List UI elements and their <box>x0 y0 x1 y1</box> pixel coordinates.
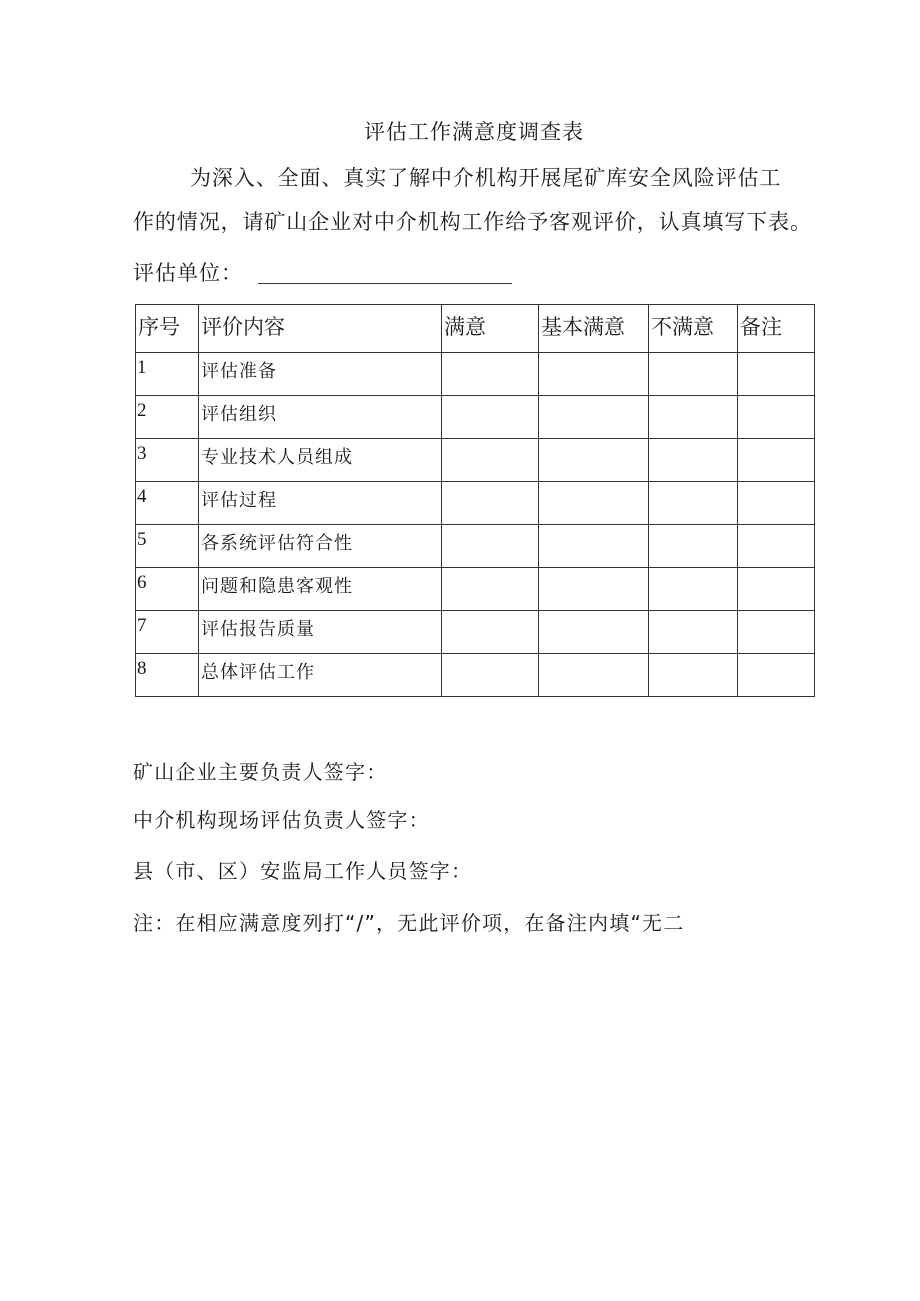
cell-basically-satisfied[interactable] <box>539 654 649 697</box>
cell-remarks[interactable] <box>738 439 815 482</box>
enterprise-signature-label: 矿山企业主要负责人签字： <box>133 760 388 784</box>
cell-basically-satisfied[interactable] <box>539 482 649 525</box>
cell-satisfied[interactable] <box>442 396 539 439</box>
cell-basically-satisfied[interactable] <box>539 568 649 611</box>
header-item: 评价内容 <box>199 305 442 353</box>
table-row <box>136 568 815 611</box>
table-row <box>136 611 815 654</box>
cell-remarks[interactable] <box>738 568 815 611</box>
cell-remarks[interactable] <box>738 654 815 697</box>
row-item: 评估组织 <box>199 396 442 439</box>
row-number: 2 <box>136 396 199 439</box>
cell-unsatisfied[interactable] <box>649 568 738 611</box>
table-row <box>136 525 815 568</box>
row-number: 8 <box>136 654 199 697</box>
table-row <box>136 654 815 697</box>
cell-remarks[interactable] <box>738 353 815 396</box>
unit-label: 评估单位： <box>133 261 243 285</box>
intro-line-2: 作的情况，请矿山企业对中介机构工作给予客观评价，认真填写下表。 <box>133 210 812 234</box>
cell-satisfied[interactable] <box>442 568 539 611</box>
cell-basically-satisfied[interactable] <box>539 396 649 439</box>
header-unsatisfied: 不满意 <box>649 305 738 353</box>
header-no: 序号 <box>136 305 199 353</box>
intro-line-1: 为深入、全面、真实了解中介机构开展尾矿库安全风险评估工 <box>190 166 782 190</box>
table-row <box>136 353 815 396</box>
table-row <box>136 396 815 439</box>
cell-basically-satisfied[interactable] <box>539 353 649 396</box>
header-basically-satisfied: 基本满意 <box>539 305 649 353</box>
row-number: 1 <box>136 353 199 396</box>
cell-unsatisfied[interactable] <box>649 654 738 697</box>
row-item: 总体评估工作 <box>199 654 442 697</box>
county-signature-label: 县（市、区）安监局工作人员签字： <box>133 859 473 883</box>
cell-remarks[interactable] <box>738 396 815 439</box>
table-row <box>136 482 815 525</box>
cell-basically-satisfied[interactable] <box>539 439 649 482</box>
survey-table <box>135 304 815 697</box>
table-row <box>136 439 815 482</box>
agency-signature-label: 中介机构现场评估负责人签字： <box>133 808 430 832</box>
cell-unsatisfied[interactable] <box>649 525 738 568</box>
cell-basically-satisfied[interactable] <box>539 525 649 568</box>
cell-satisfied[interactable] <box>442 439 539 482</box>
header-satisfied: 满意 <box>442 305 539 353</box>
cell-unsatisfied[interactable] <box>649 396 738 439</box>
cell-unsatisfied[interactable] <box>649 482 738 525</box>
cell-remarks[interactable] <box>738 525 815 568</box>
cell-unsatisfied[interactable] <box>649 611 738 654</box>
row-item: 评估报告质量 <box>199 611 442 654</box>
cell-satisfied[interactable] <box>442 654 539 697</box>
header-remarks: 备注 <box>738 305 815 353</box>
cell-remarks[interactable] <box>738 482 815 525</box>
cell-unsatisfied[interactable] <box>649 439 738 482</box>
unit-fill-line[interactable] <box>258 283 512 284</box>
row-number: 7 <box>136 611 199 654</box>
row-number: 5 <box>136 525 199 568</box>
row-number: 4 <box>136 482 199 525</box>
cell-satisfied[interactable] <box>442 353 539 396</box>
row-number: 6 <box>136 568 199 611</box>
cell-satisfied[interactable] <box>442 611 539 654</box>
row-item: 评估过程 <box>199 482 442 525</box>
footnote: 注：在相应满意度列打“/”，无此评价项，在备注内填“无二 <box>133 911 685 935</box>
row-number: 3 <box>136 439 199 482</box>
cell-satisfied[interactable] <box>442 482 539 525</box>
row-item: 评估准备 <box>199 353 442 396</box>
page-title: 评估工作满意度调查表 <box>364 120 584 144</box>
cell-unsatisfied[interactable] <box>649 353 738 396</box>
cell-basically-satisfied[interactable] <box>539 611 649 654</box>
cell-satisfied[interactable] <box>442 525 539 568</box>
table-header-row <box>136 305 815 353</box>
row-item: 各系统评估符合性 <box>199 525 442 568</box>
row-item: 专业技术人员组成 <box>199 439 442 482</box>
row-item: 问题和隐患客观性 <box>199 568 442 611</box>
cell-remarks[interactable] <box>738 611 815 654</box>
